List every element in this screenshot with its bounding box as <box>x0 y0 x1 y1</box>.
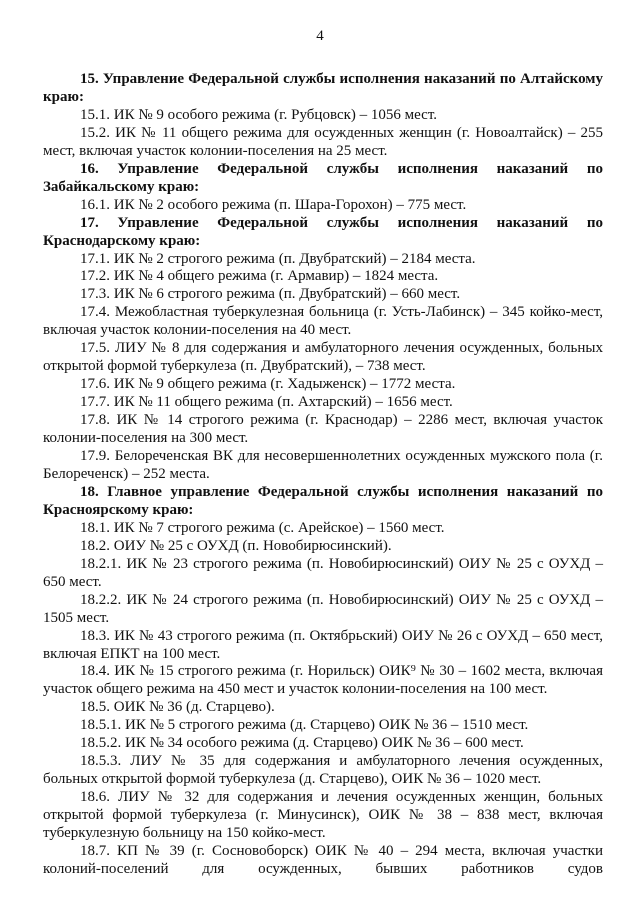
section-heading: 16. Управление Федеральной службы исполнения наказаний по Забайкальскому краю: <box>43 160 603 195</box>
list-item: 15.1. ИК № 9 особого режима (г. Рубцовск) – 1056 мест. <box>80 106 437 123</box>
document-body <box>43 71 603 879</box>
list-item: 18.1. ИК № 7 строгого режима (с. Арейское) – 1560 мест. <box>80 519 445 536</box>
list-item: 18.5.3. ЛИУ № 35 для содержания и амбулаторного лечения осужденных, больных открытой формой туберкулеза (д. Старцево), ОИК № 36 – 1020 мест. <box>43 753 603 788</box>
list-item: 17.7. ИК № 11 общего режима (п. Ахтарский) – 1656 мест. <box>80 394 453 411</box>
list-item: 18.3. ИК № 43 строгого режима (п. Октябрьский) ОИУ № 26 с ОУХД – 650 мест, включая ЕПКТ на 100 мест. <box>43 627 603 662</box>
list-item: 18.2. ОИУ № 25 с ОУХД (п. Новобирюсинский). <box>80 537 392 554</box>
section-heading: 18. Главное управление Федеральной службы исполнения наказаний по Красноярскому краю: <box>43 483 603 518</box>
list-item: 18.6. ЛИУ № 32 для содержания и лечения осужденных женщин, больных открытой формой туберкулеза (г. Минусинск), ОИК № 38 – 838 мест, включая туберкулезную больницу на 150 койко-мест. <box>43 789 603 842</box>
list-item: 18.2.1. ИК № 23 строгого режима (п. Новобирюсинский) ОИУ № 25 с ОУХД – 650 мест. <box>43 555 603 590</box>
section-heading: 15. Управление Федеральной службы исполнения наказаний по Алтайскому краю: <box>43 71 603 105</box>
list-item: 17.4. Межобластная туберкулезная больница (г. Усть-Лабинск) – 345 койко-мест, включая участок колонии-поселения на 40 мест. <box>43 304 603 339</box>
list-item: 18.7. КП № 39 (г. Сосновоборск) ОИК № 40 – 294 места, включая участки колоний-поселений для осужденных, бывших работников судов <box>43 842 603 877</box>
list-item: 17.8. ИК № 14 строгого режима (г. Краснодар) – 2286 мест, включая участок колонии-поселения на 300 мест. <box>43 412 603 447</box>
list-item: 17.1. ИК № 2 строгого режима (п. Двубратский) – 2184 места. <box>80 250 476 267</box>
list-item: 17.6. ИК № 9 общего режима (г. Хадыженск) – 1772 места. <box>80 376 456 393</box>
page-number: 4 <box>316 28 324 44</box>
list-item: 18.5.1. ИК № 5 строгого режима (д. Старцево) ОИК № 36 – 1510 мест. <box>80 717 529 734</box>
list-item: 18.2.2. ИК № 24 строгого режима (п. Новобирюсинский) ОИУ № 25 с ОУХД – 1505 мест. <box>43 591 603 626</box>
list-item: 18.5. ОИК № 36 (д. Старцево). <box>80 699 275 716</box>
list-item: 18.4. ИК № 15 строгого режима (г. Норильск) ОИК⁹ № 30 – 1602 места, включая участок общего режима на 450 мест и участок колонии-поселения на 100 мест. <box>43 663 603 698</box>
section-heading: 17. Управление Федеральной службы исполнения наказаний по Краснодарскому краю: <box>43 214 603 249</box>
list-item: 17.2. ИК № 4 общего режима (г. Армавир) – 1824 места. <box>80 268 439 285</box>
list-item: 17.5. ЛИУ № 8 для содержания и амбулаторного лечения осужденных, больных открытой формой туберкулеза (п. Двубратский), – 738 мест. <box>43 340 603 375</box>
list-item: 16.1. ИК № 2 особого режима (п. Шара-Горохон) – 775 мест. <box>80 196 467 213</box>
list-item: 17.3. ИК № 6 строгого режима (п. Двубратский) – 660 мест. <box>80 286 461 303</box>
list-item: 18.5.2. ИК № 34 особого режима (д. Старцево) ОИК № 36 – 600 мест. <box>80 735 524 752</box>
list-item: 17.9. Белореченская ВК для несовершеннолетних осужденных мужского пола (г. Белореченск) – 252 места. <box>43 448 603 482</box>
list-item: 15.2. ИК № 11 общего режима для осужденных женщин (г. Новоалтайск) – 255 мест, включая участок колонии-поселения на 25 мест. <box>43 124 603 159</box>
